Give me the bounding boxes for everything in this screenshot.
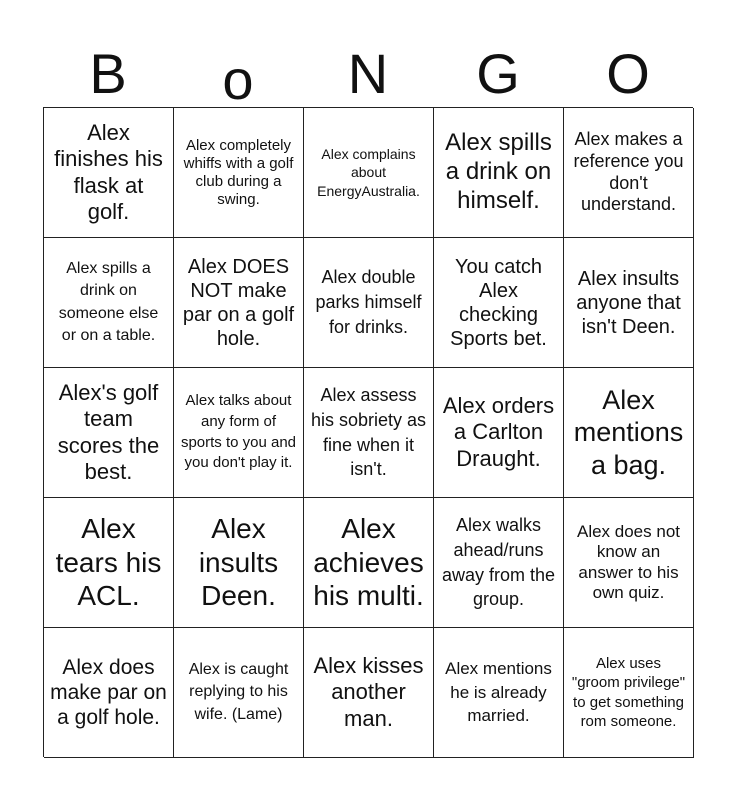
bingo-cell[interactable]: Alex insults Deen. xyxy=(174,498,304,628)
bingo-cell[interactable]: Alex double parks himself for drinks. xyxy=(304,238,434,368)
bingo-cell[interactable]: Alex complains about EnergyAustralia. xyxy=(304,108,434,238)
bingo-cell[interactable]: Alex walks ahead/runs away from the group. xyxy=(434,498,564,628)
bingo-cell[interactable]: Alex makes a reference you don't understand. xyxy=(564,108,694,238)
bingo-cell[interactable]: Alex achieves his multi. xyxy=(304,498,434,628)
bingo-cell[interactable]: Alex spills a drink on someone else or on a table. xyxy=(44,238,174,368)
bingo-cell[interactable]: Alex mentions he is already married. xyxy=(434,628,564,758)
bingo-board xyxy=(43,107,693,757)
header-letter-o: O xyxy=(606,42,650,105)
header-letter-o-lower: o xyxy=(222,48,254,111)
bingo-cell[interactable]: Alex mentions a bag. xyxy=(564,368,694,498)
bingo-cell[interactable]: Alex does make par on a golf hole. xyxy=(44,628,174,758)
bingo-cell[interactable]: Alex completely whiffs with a golf club during a swing. xyxy=(174,108,304,238)
bingo-cell[interactable]: Alex DOES NOT make par on a golf hole. xyxy=(174,238,304,368)
bingo-cell[interactable]: Alex kisses another man. xyxy=(304,628,434,758)
header-letter-b: B xyxy=(89,42,127,105)
bingo-cell[interactable]: Alex spills a drink on himself. xyxy=(434,108,564,238)
bingo-header xyxy=(43,40,693,111)
bingo-cell[interactable]: Alex insults anyone that isn't Deen. xyxy=(564,238,694,368)
bingo-cell[interactable]: Alex assess his sobriety as fine when it isn't. xyxy=(304,368,434,498)
bingo-cell[interactable]: Alex finishes his flask at golf. xyxy=(44,108,174,238)
bingo-cell[interactable]: Alex talks about any form of sports to you and you don't play it. xyxy=(174,368,304,498)
bingo-cell[interactable]: Alex does not know an answer to his own quiz. xyxy=(564,498,694,628)
bingo-cell[interactable]: Alex's golf team scores the best. xyxy=(44,368,174,498)
bingo-cell[interactable]: You catch Alex checking Sports bet. xyxy=(434,238,564,368)
bingo-cell[interactable]: Alex orders a Carlton Draught. xyxy=(434,368,564,498)
bingo-cell[interactable]: Alex is caught replying to his wife. (Lame) xyxy=(174,628,304,758)
header-letter-n: N xyxy=(347,42,389,105)
header-letter-g: G xyxy=(476,42,520,105)
bingo-cell[interactable]: Alex tears his ACL. xyxy=(44,498,174,628)
bingo-cell[interactable]: Alex uses "groom privilege" to get something rom someone. xyxy=(564,628,694,758)
